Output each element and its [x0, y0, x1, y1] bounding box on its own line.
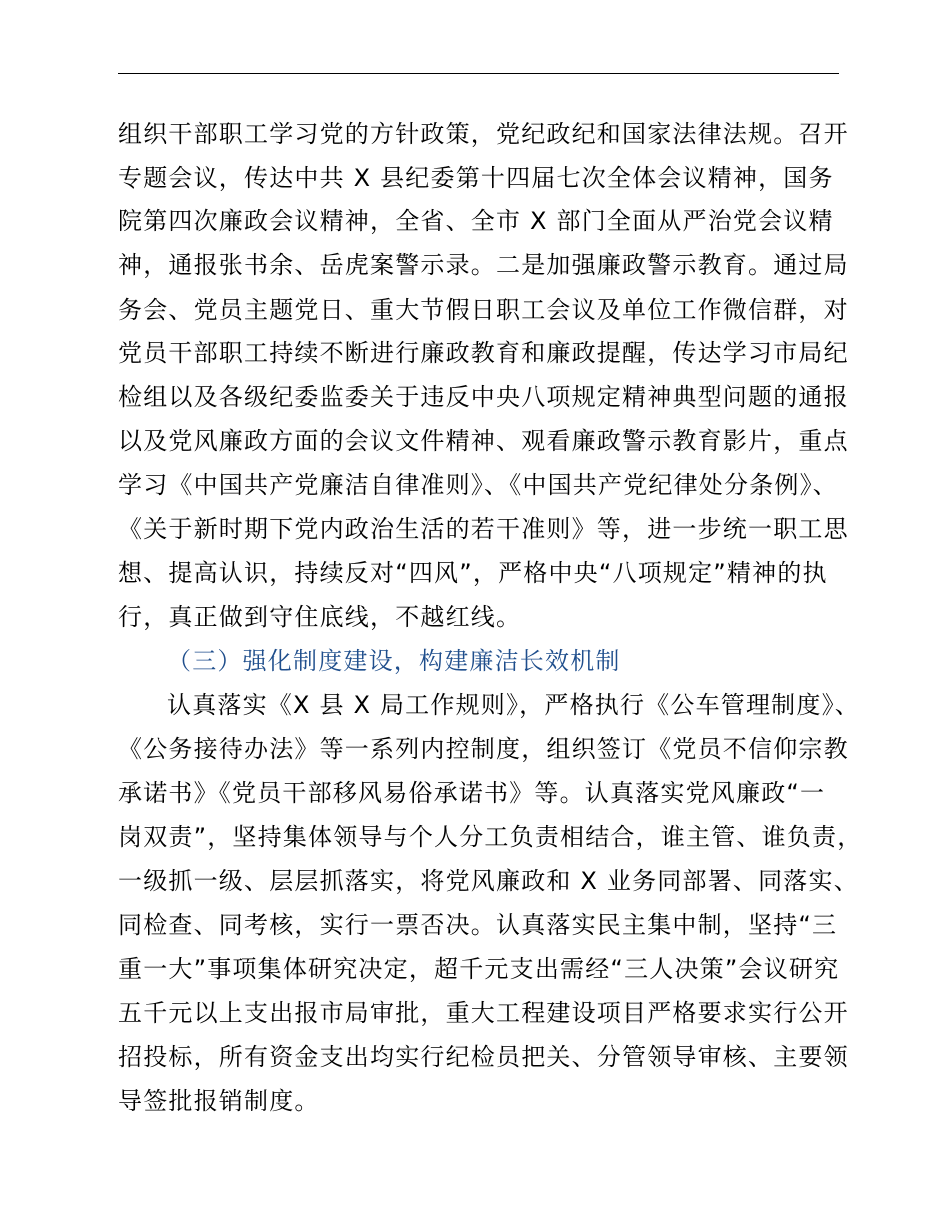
text-line-8: 以及党风廉政方面的会议文件精神、观看廉政警示教育影片，重点	[118, 427, 849, 455]
header-rule	[118, 73, 839, 74]
text-line-6: 党员干部职工持续不断进行廉政教育和廉政提醒，传达学习市局纪	[118, 339, 849, 367]
text-line-10: 《关于新时期下党内政治生活的若干准则》等，进一步统一职工思	[118, 515, 849, 543]
text-line-15: 《公务接待办法》等一系列内控制度，组织签订《党员不信仰宗教	[118, 735, 849, 763]
text-line-14: 认真落实《X 县 X 局工作规则》，严格执行《公车管理制度》、	[167, 691, 860, 719]
text-line-23: 导签批报销制度。	[118, 1087, 320, 1115]
text-line-17: 岗双责”，坚持集体领导与个人分工负责相结合，谁主管、谁负责，	[118, 823, 863, 851]
text-line-7: 检组以及各级纪委监委关于违反中央八项规定精神典型问题的通报	[118, 383, 849, 411]
section-heading: （三）强化制度建设，构建廉洁长效机制	[167, 647, 621, 675]
text-line-22: 招投标，所有资金支出均实行纪检员把关、分管领导审核、主要领	[118, 1043, 849, 1071]
text-line-4: 神，通报张书余、岳虎案警示录。二是加强廉政警示教育。通过局	[118, 251, 849, 279]
text-line-16: 承诺书》《党员干部移风易俗承诺书》等。认真落实党风廉政“一	[118, 779, 826, 807]
text-line-3: 院第四次廉政会议精神，全省、全市 X 部门全面从严治党会议精	[118, 207, 834, 235]
text-line-12: 行，真正做到守住底线，不越红线。	[118, 603, 522, 631]
text-line-1: 组织干部职工学习党的方针政策，党纪政纪和国家法律法规。召开	[118, 120, 849, 148]
text-line-9: 学习《中国共产党廉洁自律准则》、《中国共产党纪律处分条例》、	[118, 471, 838, 499]
text-line-20: 重一大”事项集体研究决定，超千元支出需经“三人决策”会议研究	[118, 955, 840, 983]
text-line-2: 专题会议，传达中共 X 县纪委第十四届七次全体会议精神，国务	[118, 164, 834, 192]
text-line-11: 想、提高认识，持续反对“四风”，严格中央“八项规定”精神的执	[118, 559, 828, 587]
text-line-18: 一级抓一级、层层抓落实，将党风廉政和 X 业务同部署、同落实、	[118, 867, 859, 895]
text-line-19: 同检查、同考核，实行一票否决。认真落实民主集中制，坚持“三	[118, 911, 838, 939]
text-line-21: 五千元以上支出报市局审批，重大工程建设项目严格要求实行公开	[118, 999, 849, 1027]
text-line-5: 务会、党员主题党日、重大节假日职工会议及单位工作微信群，对	[118, 296, 849, 324]
